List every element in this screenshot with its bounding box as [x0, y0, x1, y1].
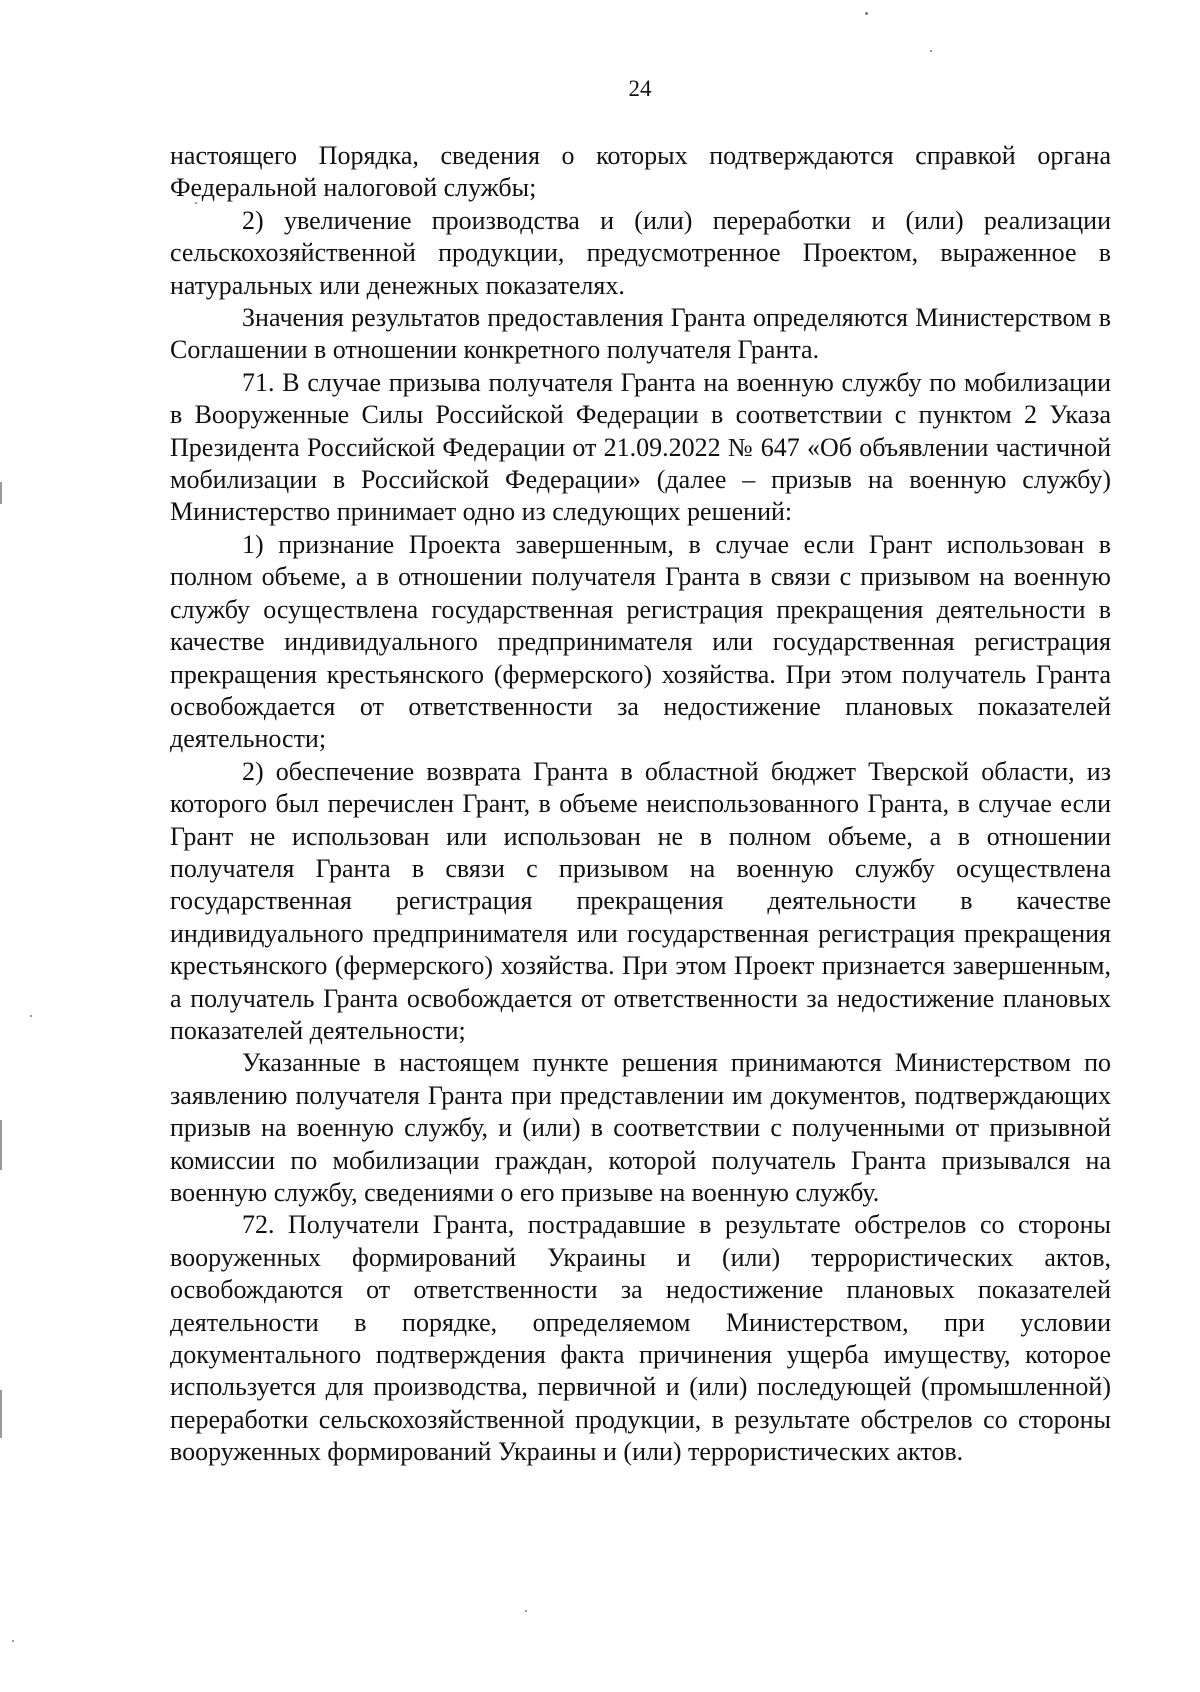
scan-edge-mark: [0, 482, 2, 504]
page-number: 24: [628, 76, 652, 101]
paragraph-clause-71-item-1: 1) признание Проекта завершенным, в случае если Грант использован в полном объеме, а в отношении получателя Гранта в связи с призывом на военную службу осуществлена государственная регистрация прекращения деятельности в качестве индивидуального предпринимателя или государственная регистрация прекращения крестьянского (фермерского) хозяйства. При этом получатель Гранта освобождается от ответственности за недостижение плановых показателей деятельности;: [170, 529, 1111, 754]
scan-speck: [930, 50, 932, 52]
paragraph-decisions-basis: Указанные в настоящем пункте решения принимаются Министерством по заявлению получателя Гранта при представлении им документов, подтверждающих призыв на военную службу, и (или) в соответствии с полученными от призывной комиссии по мобилизации граждан, которой получатель Гранта призывался на военную службу, сведениями о его призыве на военную службу.: [170, 1048, 1111, 1207]
scan-edge-mark: [0, 1120, 2, 1170]
scan-speck: [525, 1610, 527, 1612]
paragraph-clause-71-item-2: 2) обеспечение возврата Гранта в областной бюджет Тверской области, из которого был перечислен Грант, в объеме неиспользованного Гранта, в случае если Грант не использован или использован не в полном объеме, а в отношении получателя Гранта в связи с призывом на военную службу осуществлена государственная регистрация прекращения деятельности в качестве индивидуального предпринимателя или государственная регистрация прекращения крестьянского (фермерского) хозяйства. При этом Проект признается завершенным, а получатель Гранта освобождается от ответственности за недостижение плановых показателей деятельности;: [170, 756, 1111, 1045]
scan-speck: [30, 1015, 32, 1017]
paragraph-result-values: Значения результатов предоставления Гранта определяются Министерством в Соглашении в отношении конкретного получателя Гранта.: [170, 303, 1111, 365]
scan-speck: [865, 12, 868, 15]
paragraph-clause-71: 71. В случае призыва получателя Гранта на военную службу по мобилизации в Вооруженные Силы Российской Федерации в соответствии с пунктом 2 Указа Президента Российской Федерации от 21.09.2022 № 647 «Об объявлении частичной мобилизации в Российской Федерации» (далее – призыв на военную службу) Министерство принимает одно из следующих решений:: [170, 367, 1111, 527]
paragraph-clause-72: 72. Получатели Гранта, пострадавшие в результате обстрелов со стороны вооруженных формирований Украины и (или) террористических актов, освобождаются от ответственности за недостижение плановых показателей деятельности в порядке, определяемом Министерством, при условии документального подтверждения факта причинения ущерба имуществу, которое используется для производства, первичной и (или) последующей (промышленной) переработки сельскохозяйственной продукции, в результате обстрелов со стороны вооруженных формирований Украины и (или) террористических актов.: [170, 1210, 1111, 1467]
document-body: [170, 140, 1111, 1469]
scan-speck: [12, 1640, 14, 1642]
scan-edge-mark: [0, 1390, 2, 1438]
scan-speck: [195, 202, 197, 204]
paragraph-item-2: 2) увеличение производства и (или) переработки и (или) реализации сельскохозяйственной продукции, предусмотренное Проектом, выраженное в натуральных или денежных показателях.: [170, 205, 1111, 300]
paragraph-continuation: настоящего Порядка, сведения о которых подтверждаются справкой органа Федеральной налоговой службы;: [170, 141, 1111, 203]
